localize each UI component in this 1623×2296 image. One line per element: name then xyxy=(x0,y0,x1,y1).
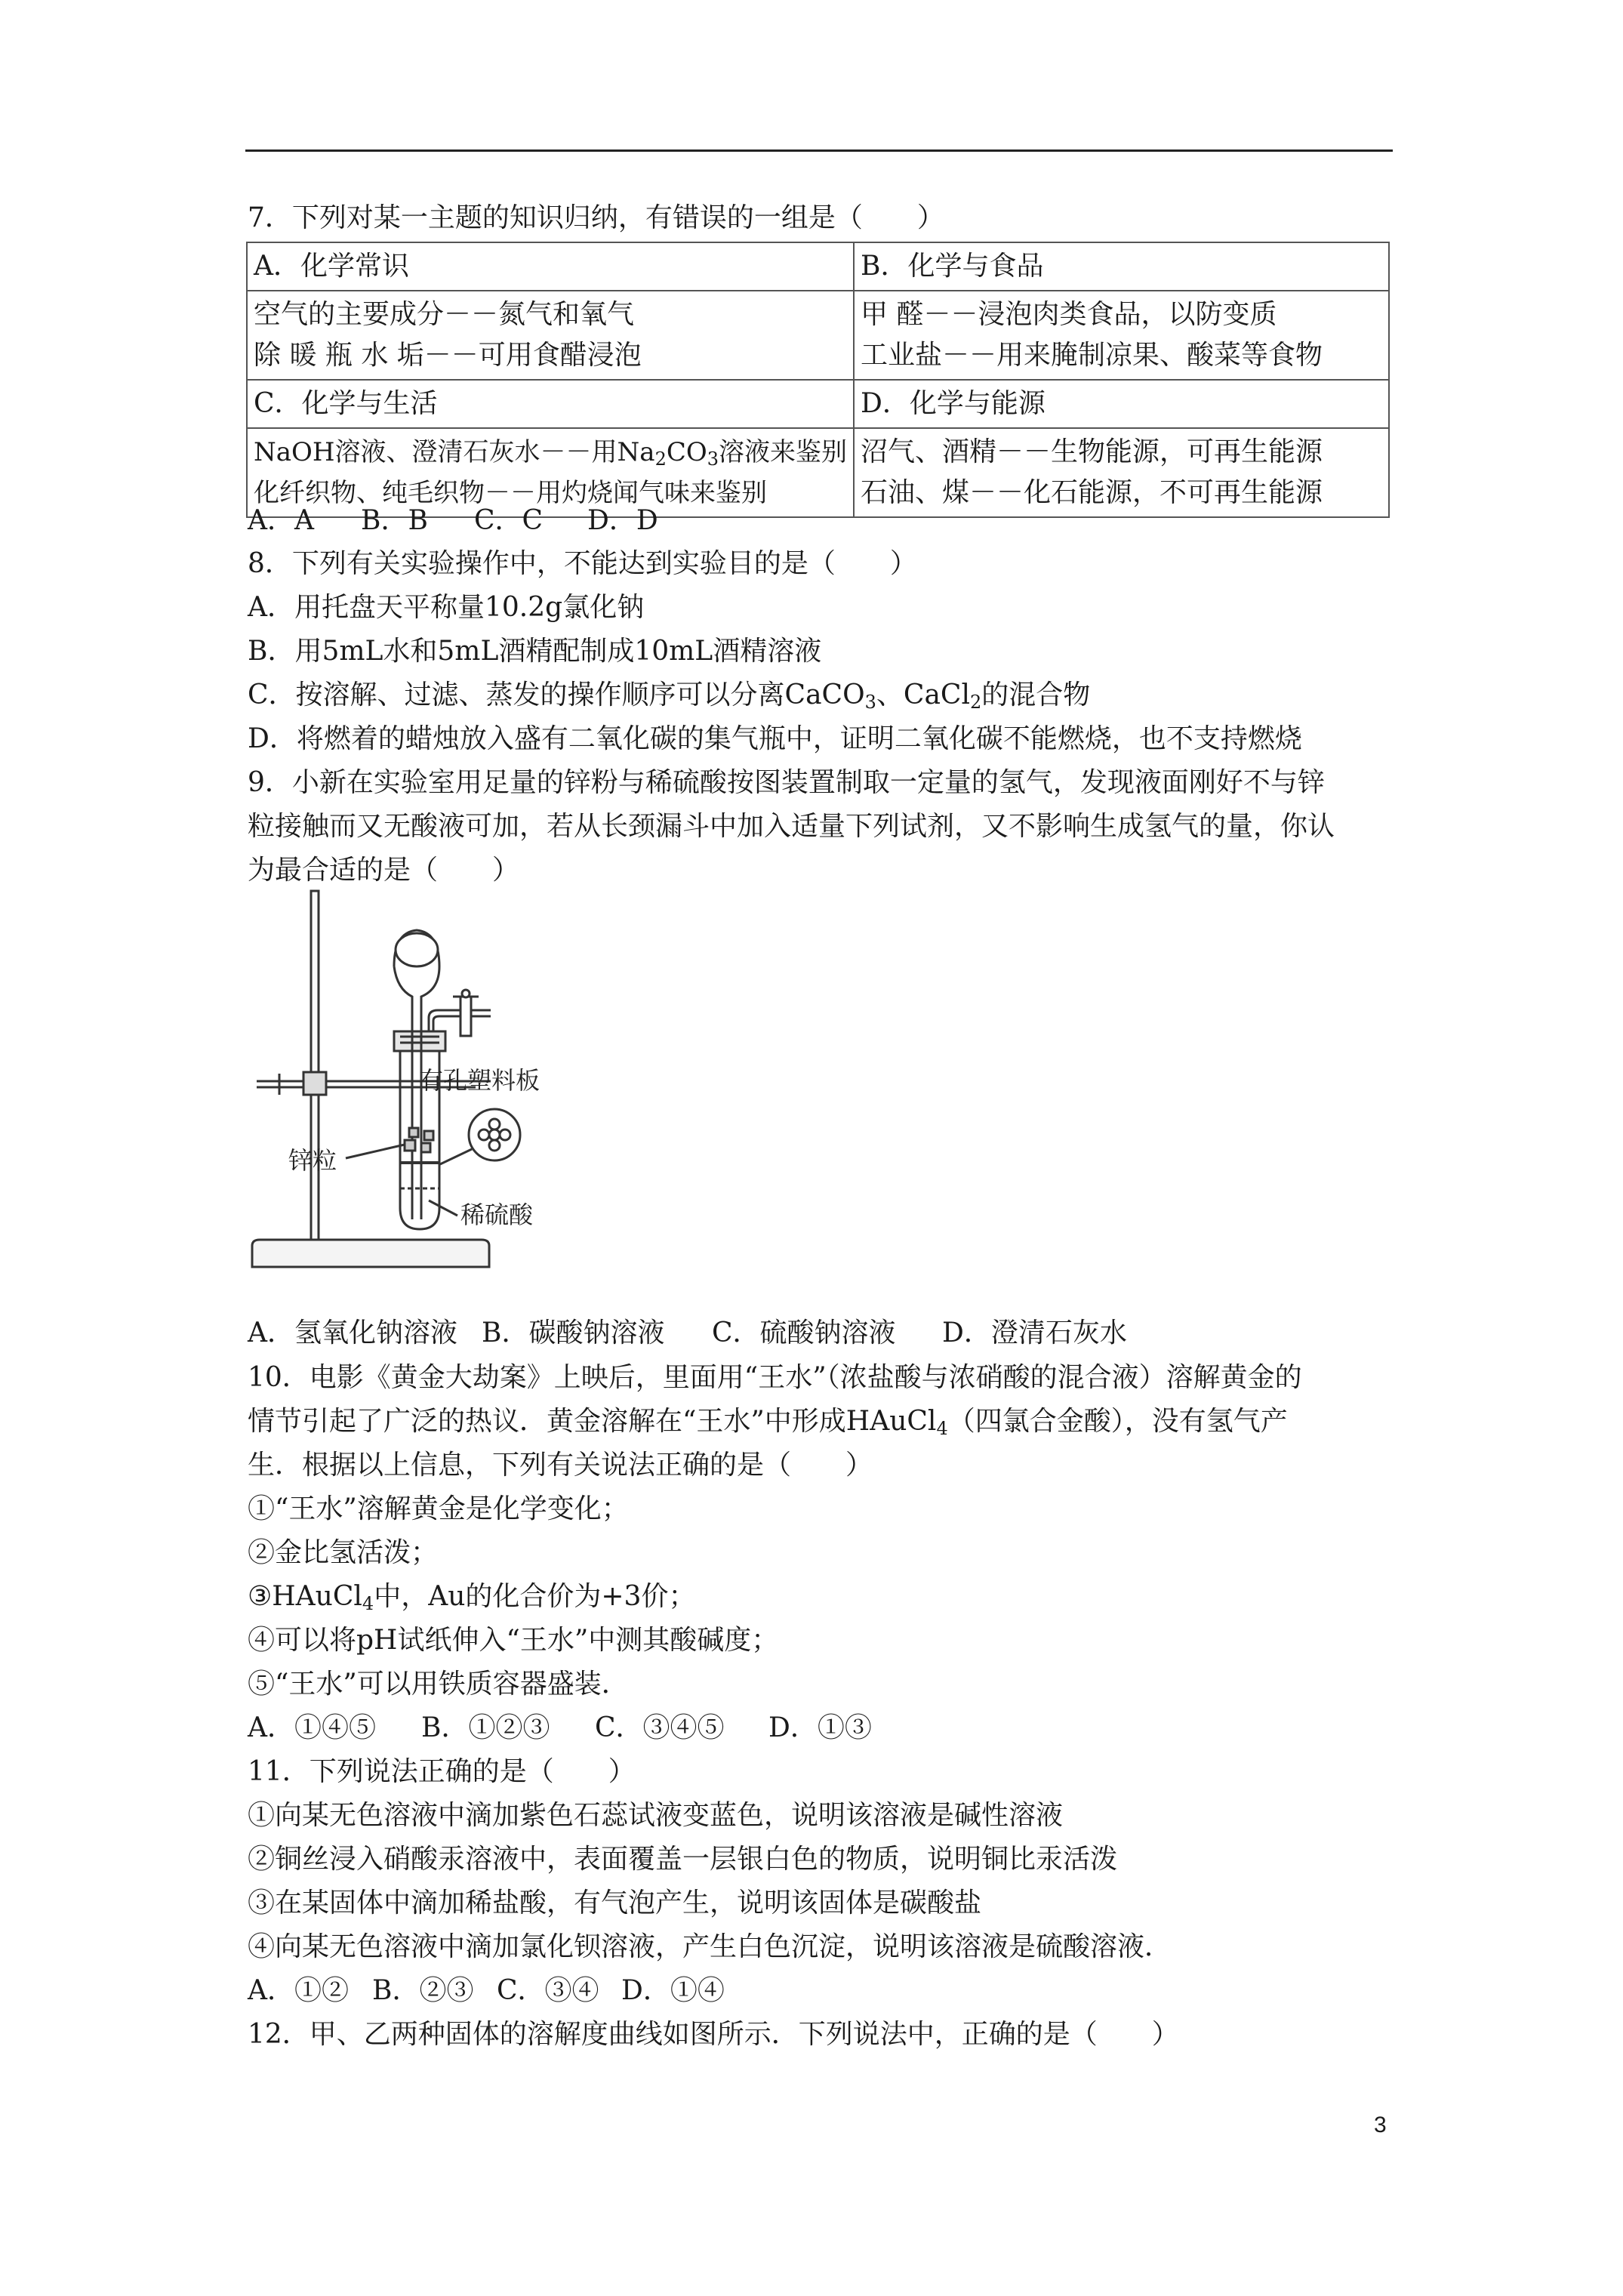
cell-b-line-1: 甲 醛－－浸泡肉类食品，以防变质 xyxy=(861,299,1277,330)
q8c-post: 的混合物 xyxy=(981,680,1091,710)
cell-c-line-2: 化纤织物、纯毛织物－－用灼烧闻气味来鉴别 xyxy=(254,478,767,508)
q8-option-a: A．用托盘天平称量10.2g氯化钠 xyxy=(248,592,645,623)
knowledge-table xyxy=(246,242,1390,518)
q9-option-b: B．碳酸钠溶液 xyxy=(482,1318,665,1348)
q11-statement-1: ①向某无色溶液中滴加紫色石蕊试液变蓝色，说明该溶液是碱性溶液 xyxy=(248,1800,1064,1831)
q11-option-d: D．①④ xyxy=(621,1975,725,2006)
q8-stem: 8．下列有关实验操作中，不能达到实验目的是（ ） xyxy=(248,548,917,579)
q7-option-d: D．D xyxy=(587,505,658,536)
q10s2-sub: 4 xyxy=(936,1418,948,1439)
q11-statement-2: ②铜丝浸入硝酸汞溶液中，表面覆盖一层银白色的物质，说明铜比汞活泼 xyxy=(248,1844,1118,1875)
q11-option-c: C．③④ xyxy=(497,1975,599,2006)
cell-d-line-1: 沼气、酒精－－生物能源，可再生能源 xyxy=(861,436,1323,467)
q10-stem-3: 生．根据以上信息，下列有关说法正确的是（ ） xyxy=(248,1450,873,1481)
q11-stem: 11．下列说法正确的是（ ） xyxy=(248,1756,636,1787)
q10s3-pre: ③HAuCl xyxy=(248,1581,362,1612)
header-rule xyxy=(245,149,1393,152)
cell-b-head: B．化学与食品 xyxy=(854,242,1389,291)
q10-options xyxy=(248,1711,872,1746)
q9-options xyxy=(248,1316,1127,1351)
q10s3-sub: 4 xyxy=(362,1593,374,1614)
c1-mid: CO xyxy=(666,437,707,467)
q10s2-pre: 情节引起了广泛的热议．黄金溶解在“王水”中形成HAuCl xyxy=(248,1406,937,1437)
q8c-mid: 、CaCl xyxy=(876,680,970,710)
cell-c-line-1 xyxy=(254,432,847,473)
q9-stem-2: 粒接触而又无酸液可加，若从长颈漏斗中加入适量下列试剂，又不影响生成氢气的量，你认 xyxy=(248,811,1335,842)
q10-statement-3 xyxy=(248,1579,695,1614)
q7-options xyxy=(248,504,658,538)
q11-statement-3: ③在某固体中滴加稀盐酸，有气泡产生，说明该固体是碳酸盐 xyxy=(248,1888,982,1918)
cell-a-head: A．化学常识 xyxy=(247,242,854,291)
q10-stem-1: 10．电影《黄金大劫案》上映后，里面用“王水”（浓盐酸与浓硝酸的混合液）溶解黄金的 xyxy=(248,1362,1302,1393)
q8c-pre: C．按溶解、过滤、蒸发的操作顺序可以分离CaCO xyxy=(248,680,865,710)
q8c-sub1: 3 xyxy=(864,692,876,713)
q10s3-post: 中，Au的化合价为+3价； xyxy=(374,1581,696,1612)
c1-sub1: 2 xyxy=(654,448,667,470)
q11-option-a: A．①② xyxy=(248,1975,349,2006)
q10-statement-5: ⑤“王水”可以用铁质容器盛装． xyxy=(248,1669,629,1700)
q11-option-b: B．②③ xyxy=(372,1975,474,2006)
cell-a-body xyxy=(247,291,854,380)
q11-options xyxy=(248,1974,725,2008)
cell-b-line-2: 工业盐－－用来腌制凉果、酸菜等食物 xyxy=(861,340,1323,371)
label-zinc: 锌粒 xyxy=(288,1146,337,1175)
c1-post: 溶液来鉴别 xyxy=(719,437,848,467)
cell-d-line-2: 石油、煤－－化石能源，不可再生能源 xyxy=(861,477,1323,508)
q8-option-c xyxy=(248,678,1090,713)
q10-option-b: B．①②③ xyxy=(421,1712,550,1743)
page-number: 3 xyxy=(1374,2113,1387,2137)
q8-option-b: B．用5mL水和5mL酒精配制成10mL酒精溶液 xyxy=(248,636,822,667)
q9-stem-1: 9．小新在实验室用足量的锌粉与稀硫酸按图装置制取一定量的氢气，发现液面刚好不与锌 xyxy=(248,767,1325,798)
cell-a-line-2: 除 暖 瓶 水 垢－－可用食醋浸泡 xyxy=(254,340,642,371)
apparatus-figure xyxy=(249,883,581,1276)
label-plate: 有孔塑料板 xyxy=(419,1066,540,1095)
cell-d-body xyxy=(854,428,1389,517)
q11-statement-4: ④向某无色溶液中滴加氯化钡溶液，产生白色沉淀，说明该溶液是硫酸溶液． xyxy=(248,1931,1172,1962)
q9-option-a: A．氢氧化钠溶液 xyxy=(248,1318,457,1348)
q10-option-c: C．③④⑤ xyxy=(595,1712,725,1743)
q8c-sub2: 2 xyxy=(969,692,982,713)
q10-stem-2 xyxy=(248,1404,1288,1439)
cell-d-head: D．化学与能源 xyxy=(854,380,1389,428)
c1-pre: NaOH溶液、澄清石灰水－－用Na xyxy=(254,437,655,467)
q7-option-c: C．C xyxy=(474,505,544,536)
cell-a-line-1: 空气的主要成分－－氮气和氧气 xyxy=(254,299,635,330)
q10s2-post: （四氯合金酸），没有氢气产 xyxy=(947,1406,1288,1437)
q9-option-c: C．硫酸钠溶液 xyxy=(712,1318,896,1348)
c1-sub2: 3 xyxy=(707,448,719,470)
cell-b-body xyxy=(854,291,1389,380)
q10-statement-1: ①“王水”溶解黄金是化学变化； xyxy=(248,1493,629,1524)
q10-option-d: D．①③ xyxy=(768,1712,872,1743)
q9-stem-3: 为最合适的是（ ） xyxy=(248,855,520,886)
q8-option-d: D．将燃着的蜡烛放入盛有二氧化碳的集气瓶中，证明二氧化碳不能燃烧，也不支持燃烧 xyxy=(248,723,1302,754)
label-acid: 稀硫酸 xyxy=(460,1200,534,1229)
q7-stem: 7．下列对某一主题的知识归纳，有错误的一组是（ ） xyxy=(248,202,944,233)
q10-option-a: A．①④⑤ xyxy=(248,1712,376,1743)
q7-option-b: B．B xyxy=(361,505,428,536)
apparatus-drawing xyxy=(249,883,581,1276)
q12-stem: 12．甲、乙两种固体的溶解度曲线如图所示．下列说法中，正确的是（ ） xyxy=(248,2019,1179,2050)
q9-option-d: D．澄清石灰水 xyxy=(942,1318,1127,1348)
q10-statement-2: ②金比氢活泼； xyxy=(248,1537,439,1568)
q10-statement-4: ④可以将pH试纸伸入“王水”中测其酸碱度； xyxy=(248,1625,779,1656)
cell-c-head: C．化学与生活 xyxy=(247,380,854,428)
q7-option-a: A．A xyxy=(248,505,314,536)
